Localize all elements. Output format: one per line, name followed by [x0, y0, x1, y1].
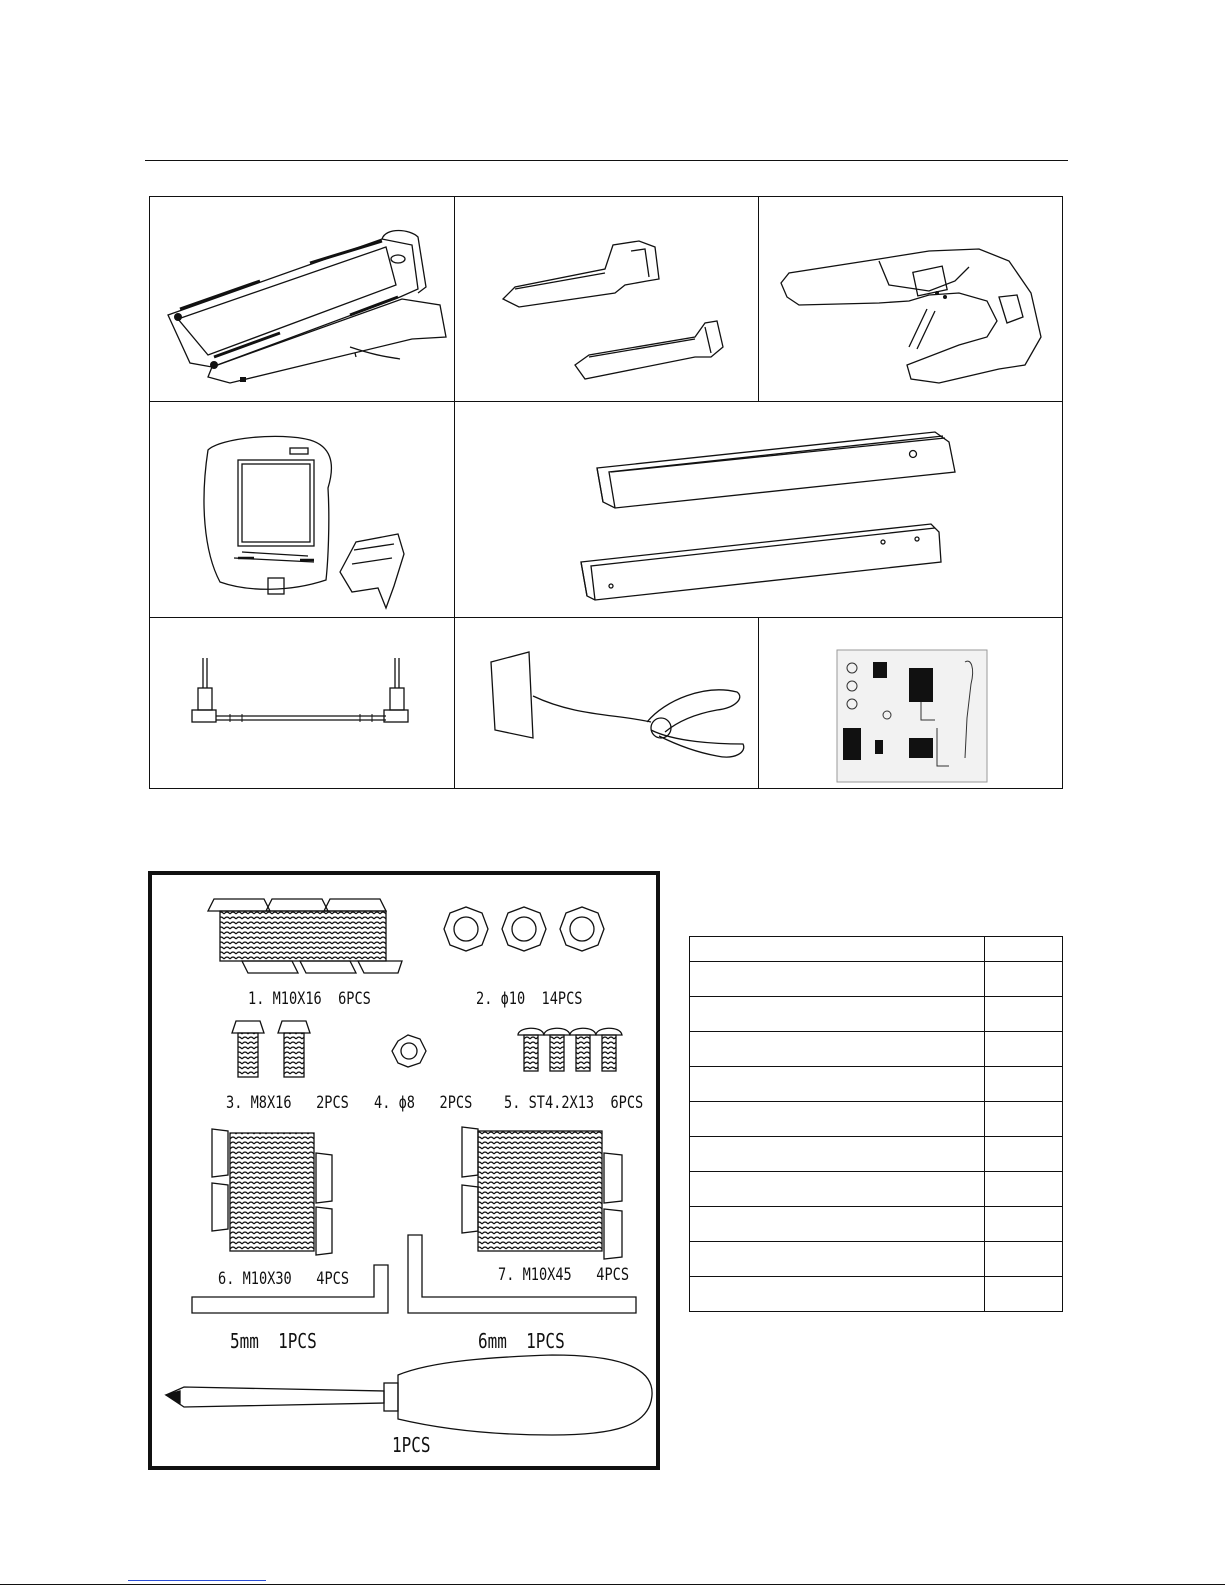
- hardware-label-2: 2. ϕ10 14PCS: [476, 989, 583, 1009]
- hardware-pack-icon: [759, 618, 1062, 789]
- hardware-drawing: [148, 871, 660, 1470]
- handlebar-frame-icon: [759, 197, 1062, 401]
- hardware-label-allen-5mm: 5mm 1PCS: [230, 1329, 317, 1353]
- bolt-m8x16-icon: [232, 1021, 310, 1077]
- hardware-label-5: 5. ST4.2X13 6PCS: [504, 1093, 644, 1113]
- table-row: [690, 1277, 1063, 1312]
- table-row: [690, 1172, 1063, 1207]
- treadmill-base-icon: [150, 197, 454, 401]
- table-row: [690, 1067, 1063, 1102]
- parts-table: [689, 936, 1063, 1312]
- table-row: [690, 962, 1063, 997]
- table-row: [690, 937, 1063, 962]
- table-row: [690, 1137, 1063, 1172]
- audio-cable-icon: [150, 618, 454, 789]
- hardware-label-1: 1. M10X16 6PCS: [248, 989, 371, 1009]
- header-rule: [145, 160, 1068, 161]
- hardware-label-screwdriver: 1PCS: [392, 1433, 431, 1457]
- washer-8-icon: [392, 1035, 426, 1067]
- table-row: [690, 1102, 1063, 1137]
- table-row: [690, 1032, 1063, 1067]
- hardware-label-4: 4. ϕ8 2PCS: [374, 1093, 473, 1113]
- table-row: [690, 1242, 1063, 1277]
- screwdriver-icon: [166, 1355, 652, 1435]
- screw-st42x13-icon: [518, 1028, 622, 1071]
- bolt-m10x16-icon: [208, 899, 402, 973]
- footer-link-underline[interactable]: [128, 1580, 266, 1581]
- washer-10-icon: [444, 907, 604, 951]
- bolt-m10x45-icon: [462, 1127, 622, 1259]
- hardware-label-allen-6mm: 6mm 1PCS: [478, 1329, 565, 1353]
- component-grid: [149, 196, 1063, 789]
- hardware-label-3: 3. M8X16 2PCS: [226, 1093, 349, 1113]
- table-row: [690, 997, 1063, 1032]
- table-row: [690, 1207, 1063, 1242]
- safety-key-icon: [455, 618, 758, 789]
- hardware-label-7: 7. M10X45 4PCS: [498, 1265, 630, 1285]
- hardware-label-6: 6. M10X30 4PCS: [218, 1269, 350, 1289]
- uprights-icon: [455, 197, 758, 401]
- side-rails-icon: [455, 402, 1062, 617]
- hardware-illustration: [152, 875, 656, 1466]
- bolt-m10x30-icon: [212, 1129, 332, 1255]
- console-icon: [150, 402, 454, 617]
